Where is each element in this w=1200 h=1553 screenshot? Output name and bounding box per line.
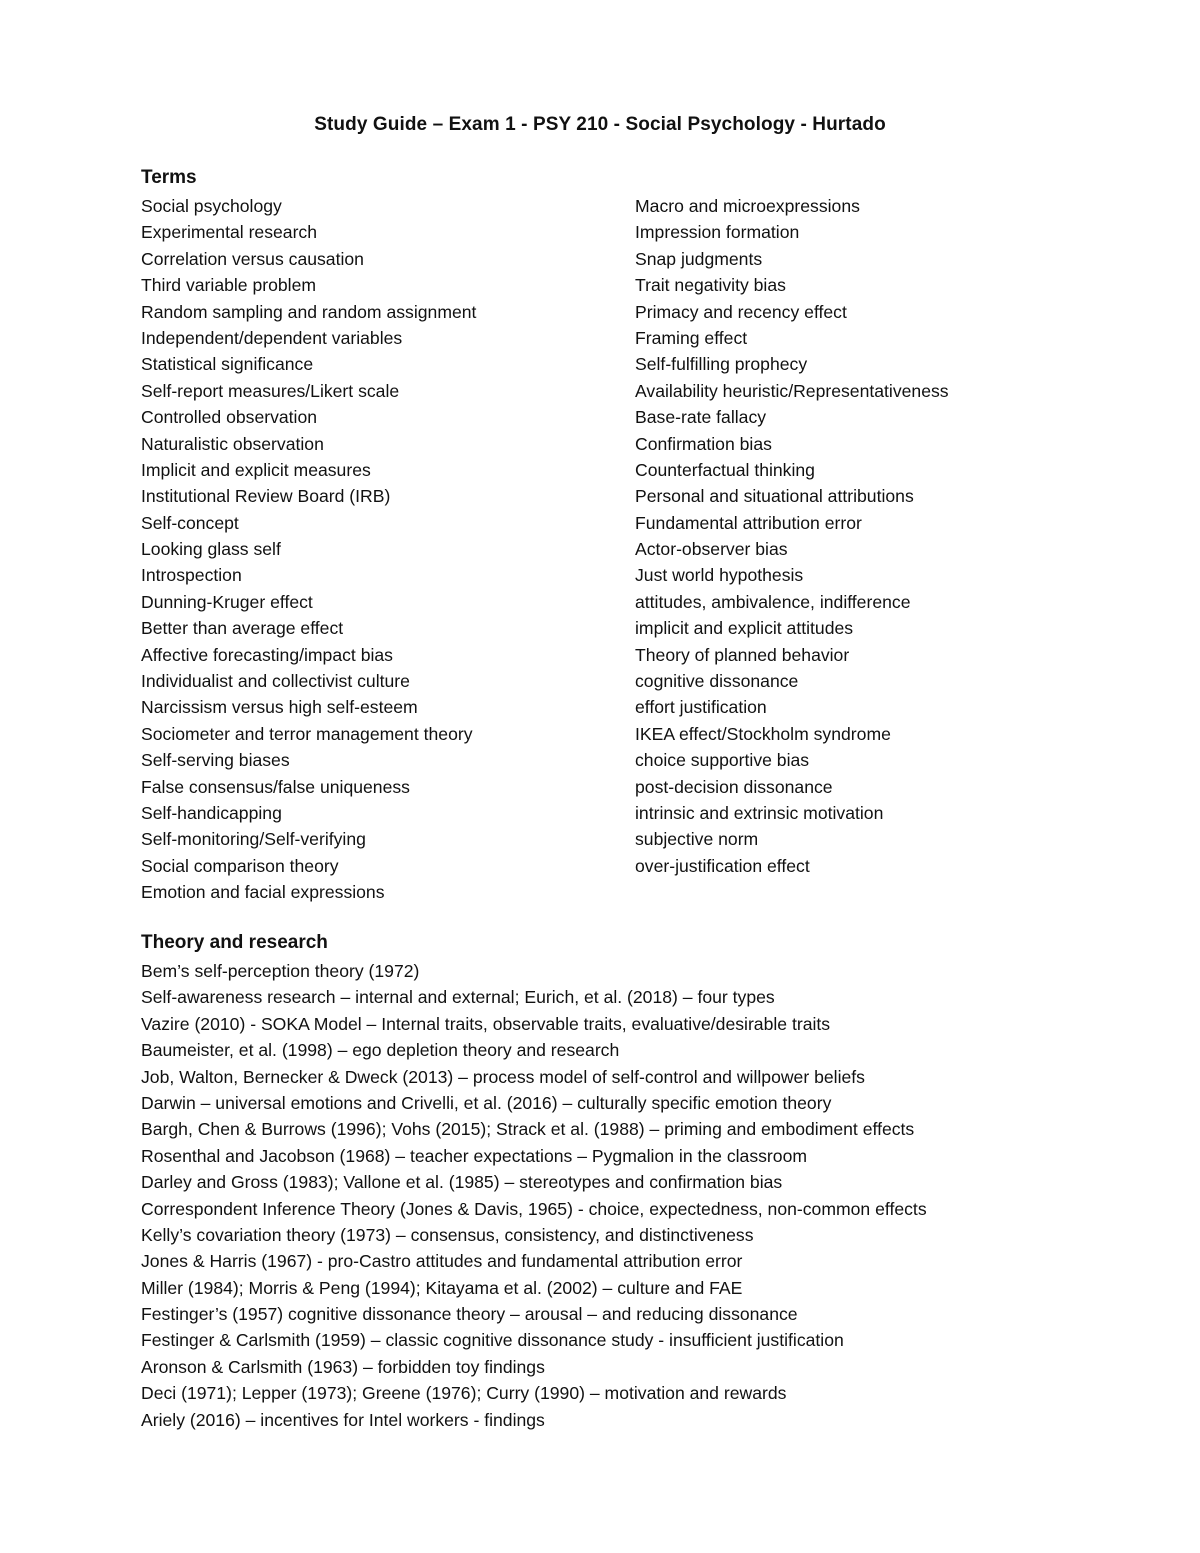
- term-item: Affective forecasting/impact bias: [141, 644, 393, 665]
- term-item: Actor-observer bias: [635, 539, 788, 560]
- term-item: Social comparison theory: [141, 855, 339, 876]
- terms-right-column: [635, 193, 949, 879]
- term-item: Naturalistic observation: [141, 433, 324, 454]
- term-item: Correlation versus causation: [141, 248, 364, 269]
- term-item: Social psychology: [141, 196, 282, 216]
- term-item: Framing effect: [635, 327, 748, 348]
- theory-item: Jones & Harris (1967) - pro-Castro attitudes and fundamental attribution error: [141, 1251, 743, 1272]
- page-title: Study Guide – Exam 1 - PSY 210 - Social Psychology - Hurtado: [314, 114, 886, 135]
- theory-item: Darley and Gross (1983); Vallone et al. (1985) – stereotypes and confirmation bias: [141, 1172, 783, 1193]
- term-item: subjective norm: [635, 829, 759, 850]
- term-item: Theory of planned behavior: [635, 644, 850, 665]
- term-item: implicit and explicit attitudes: [635, 618, 854, 639]
- term-item: Independent/dependent variables: [141, 327, 403, 348]
- term-item: Trait negativity bias: [635, 275, 786, 296]
- term-item: intrinsic and extrinsic motivation: [635, 802, 884, 823]
- term-item: Snap judgments: [635, 248, 763, 269]
- theory-item: Miller (1984); Morris & Peng (1994); Kitayama et al. (2002) – culture and FAE: [141, 1277, 743, 1298]
- theory-item: Darwin – universal emotions and Crivelli, et al. (2016) – culturally specific emotion theory: [141, 1092, 832, 1113]
- theory-item: Job, Walton, Bernecker & Dweck (2013) – process model of self-control and willpower beliefs: [141, 1066, 865, 1087]
- terms-heading: Terms: [141, 167, 197, 188]
- term-item: Introspection: [141, 565, 242, 586]
- term-item: Confirmation bias: [635, 433, 772, 454]
- term-item: IKEA effect/Stockholm syndrome: [635, 723, 891, 744]
- term-item: choice supportive bias: [635, 750, 810, 771]
- term-item: Self-fulfilling prophecy: [635, 354, 808, 375]
- term-item: Availability heuristic/Representativeness: [635, 380, 949, 401]
- theory-item: Bem’s self-perception theory (1972): [141, 961, 420, 981]
- term-item: Impression formation: [635, 222, 800, 243]
- term-item: Primacy and recency effect: [635, 301, 847, 322]
- theory-item: Kelly’s covariation theory (1973) – consensus, consistency, and distinctiveness: [141, 1224, 754, 1245]
- term-item: Self-handicapping: [141, 802, 282, 823]
- term-item: Better than average effect: [141, 618, 344, 639]
- term-item: Personal and situational attributions: [635, 486, 914, 507]
- term-item: Self-monitoring/Self-verifying: [141, 829, 366, 850]
- term-item: False consensus/false uniqueness: [141, 776, 410, 797]
- theory-item: Festinger & Carlsmith (1959) – classic cognitive dissonance study - insufficient justification: [141, 1330, 844, 1351]
- term-item: Self-concept: [141, 512, 239, 533]
- term-item: Self-serving biases: [141, 750, 290, 771]
- theory-item: Bargh, Chen & Burrows (1996); Vohs (2015); Strack et al. (1988) – priming and embodiment effects: [141, 1119, 915, 1140]
- term-item: Dunning-Kruger effect: [141, 591, 313, 612]
- theory-item: Deci (1971); Lepper (1973); Greene (1976); Curry (1990) – motivation and rewards: [141, 1383, 787, 1404]
- theory-item: Correspondent Inference Theory (Jones & Davis, 1965) - choice, expectedness, non-common effects: [141, 1198, 927, 1219]
- term-item: Just world hypothesis: [635, 565, 804, 586]
- term-item: Macro and microexpressions: [635, 196, 860, 216]
- term-item: Counterfactual thinking: [635, 459, 815, 480]
- term-item: Random sampling and random assignment: [141, 301, 477, 322]
- term-item: Controlled observation: [141, 407, 318, 428]
- theory-item: Vazire (2010) - SOKA Model – Internal traits, observable traits, evaluative/desirable traits: [141, 1013, 831, 1034]
- term-item: Experimental research: [141, 222, 318, 243]
- term-item: Third variable problem: [141, 275, 317, 296]
- theory-item: Aronson & Carlsmith (1963) – forbidden toy findings: [141, 1356, 545, 1377]
- terms-left-column: [141, 193, 476, 906]
- term-item: over-justification effect: [635, 855, 810, 876]
- term-item: cognitive dissonance: [635, 671, 799, 692]
- term-item: Individualist and collectivist culture: [141, 671, 410, 692]
- term-item: Implicit and explicit measures: [141, 459, 371, 480]
- theory-item: Baumeister, et al. (1998) – ego depletion theory and research: [141, 1040, 620, 1061]
- term-item: Statistical significance: [141, 354, 314, 375]
- theory-item: Ariely (2016) – incentives for Intel workers - findings: [141, 1409, 545, 1430]
- term-item: Sociometer and terror management theory: [141, 723, 473, 744]
- term-item: attitudes, ambivalence, indifference: [635, 591, 911, 612]
- term-item: Narcissism versus high self-esteem: [141, 697, 418, 718]
- term-item: Emotion and facial expressions: [141, 882, 385, 903]
- term-item: Looking glass self: [141, 539, 281, 560]
- term-item: Base-rate fallacy: [635, 407, 767, 428]
- theory-item: Self-awareness research – internal and external; Eurich, et al. (2018) – four types: [141, 987, 775, 1008]
- term-item: effort justification: [635, 697, 767, 718]
- term-item: Fundamental attribution error: [635, 512, 862, 533]
- theory-item: Rosenthal and Jacobson (1968) – teacher expectations – Pygmalion in the classroom: [141, 1145, 808, 1166]
- theory-research-list: [141, 958, 927, 1433]
- theory-item: Festinger’s (1957) cognitive dissonance theory – arousal – and reducing dissonance: [141, 1304, 798, 1325]
- term-item: Self-report measures/Likert scale: [141, 380, 400, 401]
- term-item: Institutional Review Board (IRB): [141, 486, 391, 507]
- term-item: post-decision dissonance: [635, 776, 833, 797]
- theory-research-heading: Theory and research: [141, 932, 328, 953]
